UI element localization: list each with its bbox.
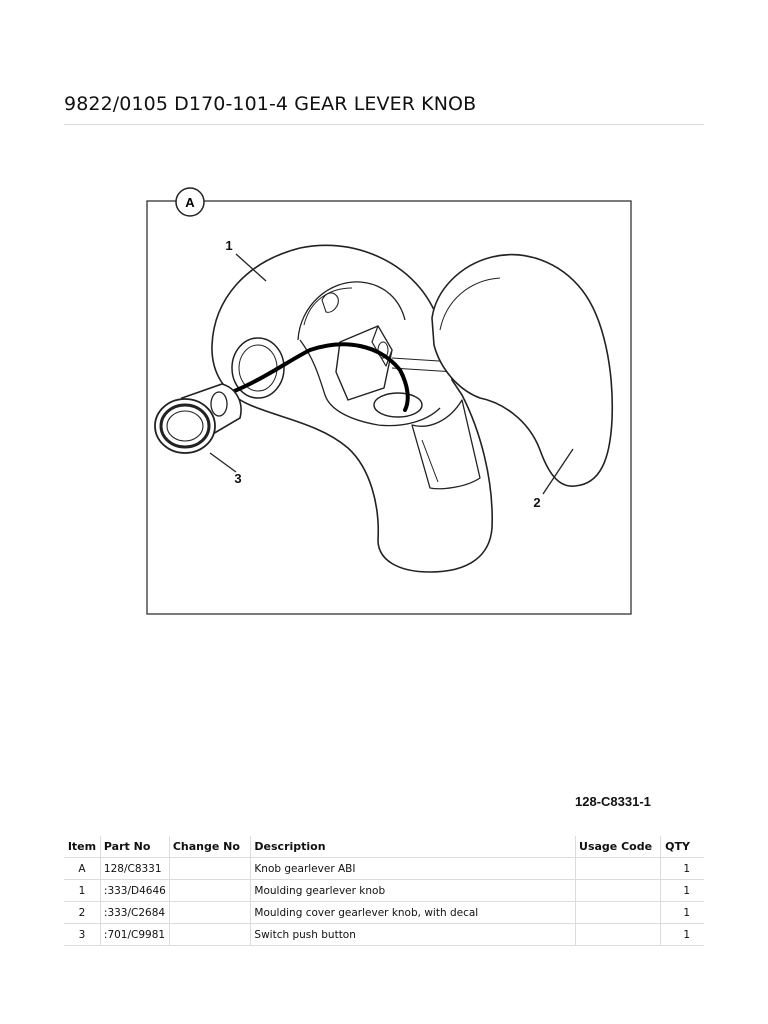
table-row (64, 858, 704, 880)
parts-table-header (64, 836, 704, 858)
row-part-no: :333/D4646 (100, 880, 169, 902)
page-title: 9822/0105 D170-101-4 GEAR LEVER KNOB (64, 93, 477, 115)
table-row (64, 924, 704, 946)
row-part-no: :701/C9981 (100, 924, 169, 946)
row-qty: 1 (661, 924, 704, 946)
row-description: Moulding cover gearlever knob, with decal (251, 902, 576, 924)
row-qty: 1 (661, 858, 704, 880)
row-usage-code (576, 880, 661, 902)
row-qty: 1 (661, 880, 704, 902)
header-change-no: Change No (169, 836, 251, 858)
row-change-no (169, 858, 251, 880)
row-description: Moulding gearlever knob (251, 880, 576, 902)
row-qty: 1 (661, 902, 704, 924)
title-divider (64, 124, 704, 125)
callout-1: 1 (225, 238, 233, 253)
header-description: Description (251, 836, 576, 858)
row-item: 1 (64, 880, 100, 902)
row-item: 2 (64, 902, 100, 924)
row-usage-code (576, 858, 661, 880)
callout-3: 3 (234, 471, 242, 486)
exploded-parts-diagram (140, 185, 640, 625)
row-usage-code (576, 924, 661, 946)
view-label: A (185, 195, 195, 210)
row-change-no (169, 924, 251, 946)
header-usage-code: Usage Code (576, 836, 661, 858)
row-description: Switch push button (251, 924, 576, 946)
row-item: 3 (64, 924, 100, 946)
header-qty: QTY (661, 836, 704, 858)
figure-code: 128-C8331-1 (575, 794, 651, 809)
table-row (64, 880, 704, 902)
row-usage-code (576, 902, 661, 924)
push-button-switch (155, 384, 241, 453)
header-part-no: Part No (100, 836, 169, 858)
parts-table (64, 836, 704, 946)
row-part-no: 128/C8331 (100, 858, 169, 880)
callout-2: 2 (533, 495, 541, 510)
table-row (64, 902, 704, 924)
row-change-no (169, 902, 251, 924)
row-change-no (169, 880, 251, 902)
row-description: Knob gearlever ABI (251, 858, 576, 880)
row-item: A (64, 858, 100, 880)
header-item: Item (64, 836, 100, 858)
row-part-no: :333/C2684 (100, 902, 169, 924)
